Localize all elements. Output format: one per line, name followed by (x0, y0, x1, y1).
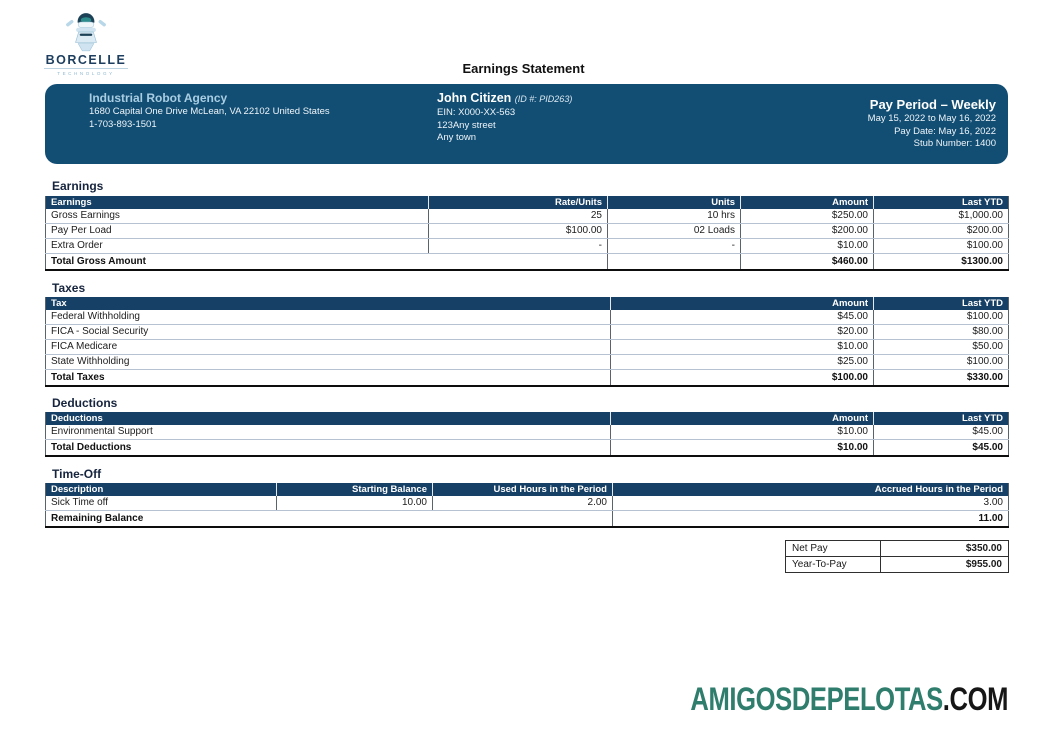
earnings-header-row (46, 196, 1009, 209)
column-header: Accrued Hours in the Period (613, 483, 1009, 496)
cell: $25.00 (611, 355, 874, 370)
column-header: Last YTD (874, 196, 1009, 209)
cell: $200.00 (874, 224, 1009, 239)
table-row (46, 425, 1009, 440)
column-header: Starting Balance (277, 483, 433, 496)
employee-info (437, 90, 572, 145)
total-label: Remaining Balance (46, 511, 613, 528)
cell: $10.00 (611, 340, 874, 355)
employee-address-line2: Any town (437, 132, 477, 143)
earnings-total-row (46, 254, 1009, 271)
pay-period-title: Pay Period – Weekly (869, 97, 996, 112)
column-header: Deductions (46, 412, 611, 425)
cell: Federal Withholding (46, 310, 611, 325)
logo-tagline-text: TECHNOLOGY (44, 68, 128, 77)
pay-period-range: May 15, 2022 to May 16, 2022 (867, 113, 996, 124)
company-phone: 1-703-893-1501 (89, 118, 157, 130)
cell: $100.00 (874, 239, 1009, 254)
cell: FICA Medicare (46, 340, 611, 355)
cell: 10.00 (277, 496, 433, 511)
timeoff-table (45, 483, 1009, 528)
summary-label: Net Pay (786, 541, 881, 557)
table-row (46, 239, 1009, 254)
summary-row (786, 557, 1009, 573)
column-header: Description (46, 483, 277, 496)
cell: Sick Time off (46, 496, 277, 511)
column-header: Last YTD (874, 297, 1009, 310)
taxes-section-title: Taxes (52, 281, 86, 295)
company-address: 1680 Capital One Drive McLean, VA 22102 United States (89, 106, 330, 117)
column-header: Amount (611, 297, 874, 310)
cell: 02 Loads (608, 224, 741, 239)
column-header: Tax (46, 297, 611, 310)
cell: $250.00 (741, 209, 874, 224)
summary-label: Year-To-Pay (786, 557, 881, 573)
column-header: Earnings (46, 196, 429, 209)
total-label: Total Gross Amount (46, 254, 608, 271)
column-header: Used Hours in the Period (433, 483, 613, 496)
cell (608, 254, 741, 271)
deductions-total-row (46, 440, 1009, 457)
cell: $10.00 (611, 425, 874, 440)
timeoff-total-row (46, 511, 1009, 528)
table-row (46, 224, 1009, 239)
watermark (690, 681, 1008, 718)
cell: 2.00 (433, 496, 613, 511)
cell: Extra Order (46, 239, 429, 254)
cell: Environmental Support (46, 425, 611, 440)
employee-id: (ID #: PID263) (514, 94, 573, 104)
total-label: Total Deductions (46, 440, 611, 457)
cell: - (608, 239, 741, 254)
total-amount: $10.00 (611, 440, 874, 457)
deductions-section-title: Deductions (52, 396, 118, 410)
summary-value: $350.00 (881, 541, 1009, 557)
table-row (46, 496, 1009, 511)
summary-row (786, 541, 1009, 557)
cell: $20.00 (611, 325, 874, 340)
table-row (46, 340, 1009, 355)
cell: Gross Earnings (46, 209, 429, 224)
column-header: Last YTD (874, 412, 1009, 425)
robot-logo-icon (64, 10, 108, 54)
employee-name-text: John Citizen (437, 91, 512, 105)
employee-name (437, 90, 572, 107)
company-name: Industrial Robot Agency (89, 91, 228, 105)
column-header: Amount (741, 196, 874, 209)
deductions-table (45, 412, 1009, 457)
cell: $45.00 (874, 425, 1009, 440)
table-row (46, 209, 1009, 224)
table-row (46, 325, 1009, 340)
total-ytd: $330.00 (874, 370, 1009, 387)
total-label: Total Taxes (46, 370, 611, 387)
cell: 3.00 (613, 496, 1009, 511)
cell: $1,000.00 (874, 209, 1009, 224)
cell: $200.00 (741, 224, 874, 239)
logo-brand-text: BORCELLE (45, 53, 127, 67)
column-header: Units (608, 196, 741, 209)
total-amount: $460.00 (741, 254, 874, 271)
total-amount: $100.00 (611, 370, 874, 387)
cell: 25 (429, 209, 608, 224)
cell: $45.00 (611, 310, 874, 325)
cell: $50.00 (874, 340, 1009, 355)
cell: 10 hrs (608, 209, 741, 224)
table-row (46, 310, 1009, 325)
employee-ein: EIN: X000-XX-563 (437, 107, 516, 118)
total-ytd: $45.00 (874, 440, 1009, 457)
employee-address-line1: 123Any street (437, 119, 496, 131)
cell: Pay Per Load (46, 224, 429, 239)
watermark-suffix-text: .COM (942, 681, 1008, 717)
cell: $10.00 (741, 239, 874, 254)
summary-value: $955.00 (881, 557, 1009, 573)
table-row (46, 355, 1009, 370)
cell: FICA - Social Security (46, 325, 611, 340)
pay-date: Pay Date: May 16, 2022 (894, 125, 996, 137)
taxes-table (45, 297, 1009, 387)
column-header: Amount (611, 412, 874, 425)
header-banner (45, 84, 1008, 164)
page-title: Earnings Statement (462, 61, 585, 76)
pay-period-info (868, 97, 996, 151)
cell: $100.00 (874, 355, 1009, 370)
cell: $100.00 (429, 224, 608, 239)
company-info (89, 91, 330, 131)
total-value: 11.00 (613, 511, 1009, 528)
timeoff-section-title: Time-Off (52, 467, 102, 481)
earnings-table (45, 196, 1009, 271)
watermark-main-text: AMIGOSDEPELOTAS (690, 681, 943, 717)
deductions-header-row (46, 412, 1009, 425)
timeoff-header-row (46, 483, 1009, 496)
cell: $80.00 (874, 325, 1009, 340)
total-ytd: $1300.00 (874, 254, 1009, 271)
taxes-total-row (46, 370, 1009, 387)
cell: - (429, 239, 608, 254)
net-pay-summary (785, 540, 1009, 573)
taxes-header-row (46, 297, 1009, 310)
earnings-section-title: Earnings (52, 179, 104, 193)
cell: State Withholding (46, 355, 611, 370)
cell: $100.00 (874, 310, 1009, 325)
stub-number: Stub Number: 1400 (913, 138, 996, 149)
column-header: Rate/Units (429, 196, 608, 209)
